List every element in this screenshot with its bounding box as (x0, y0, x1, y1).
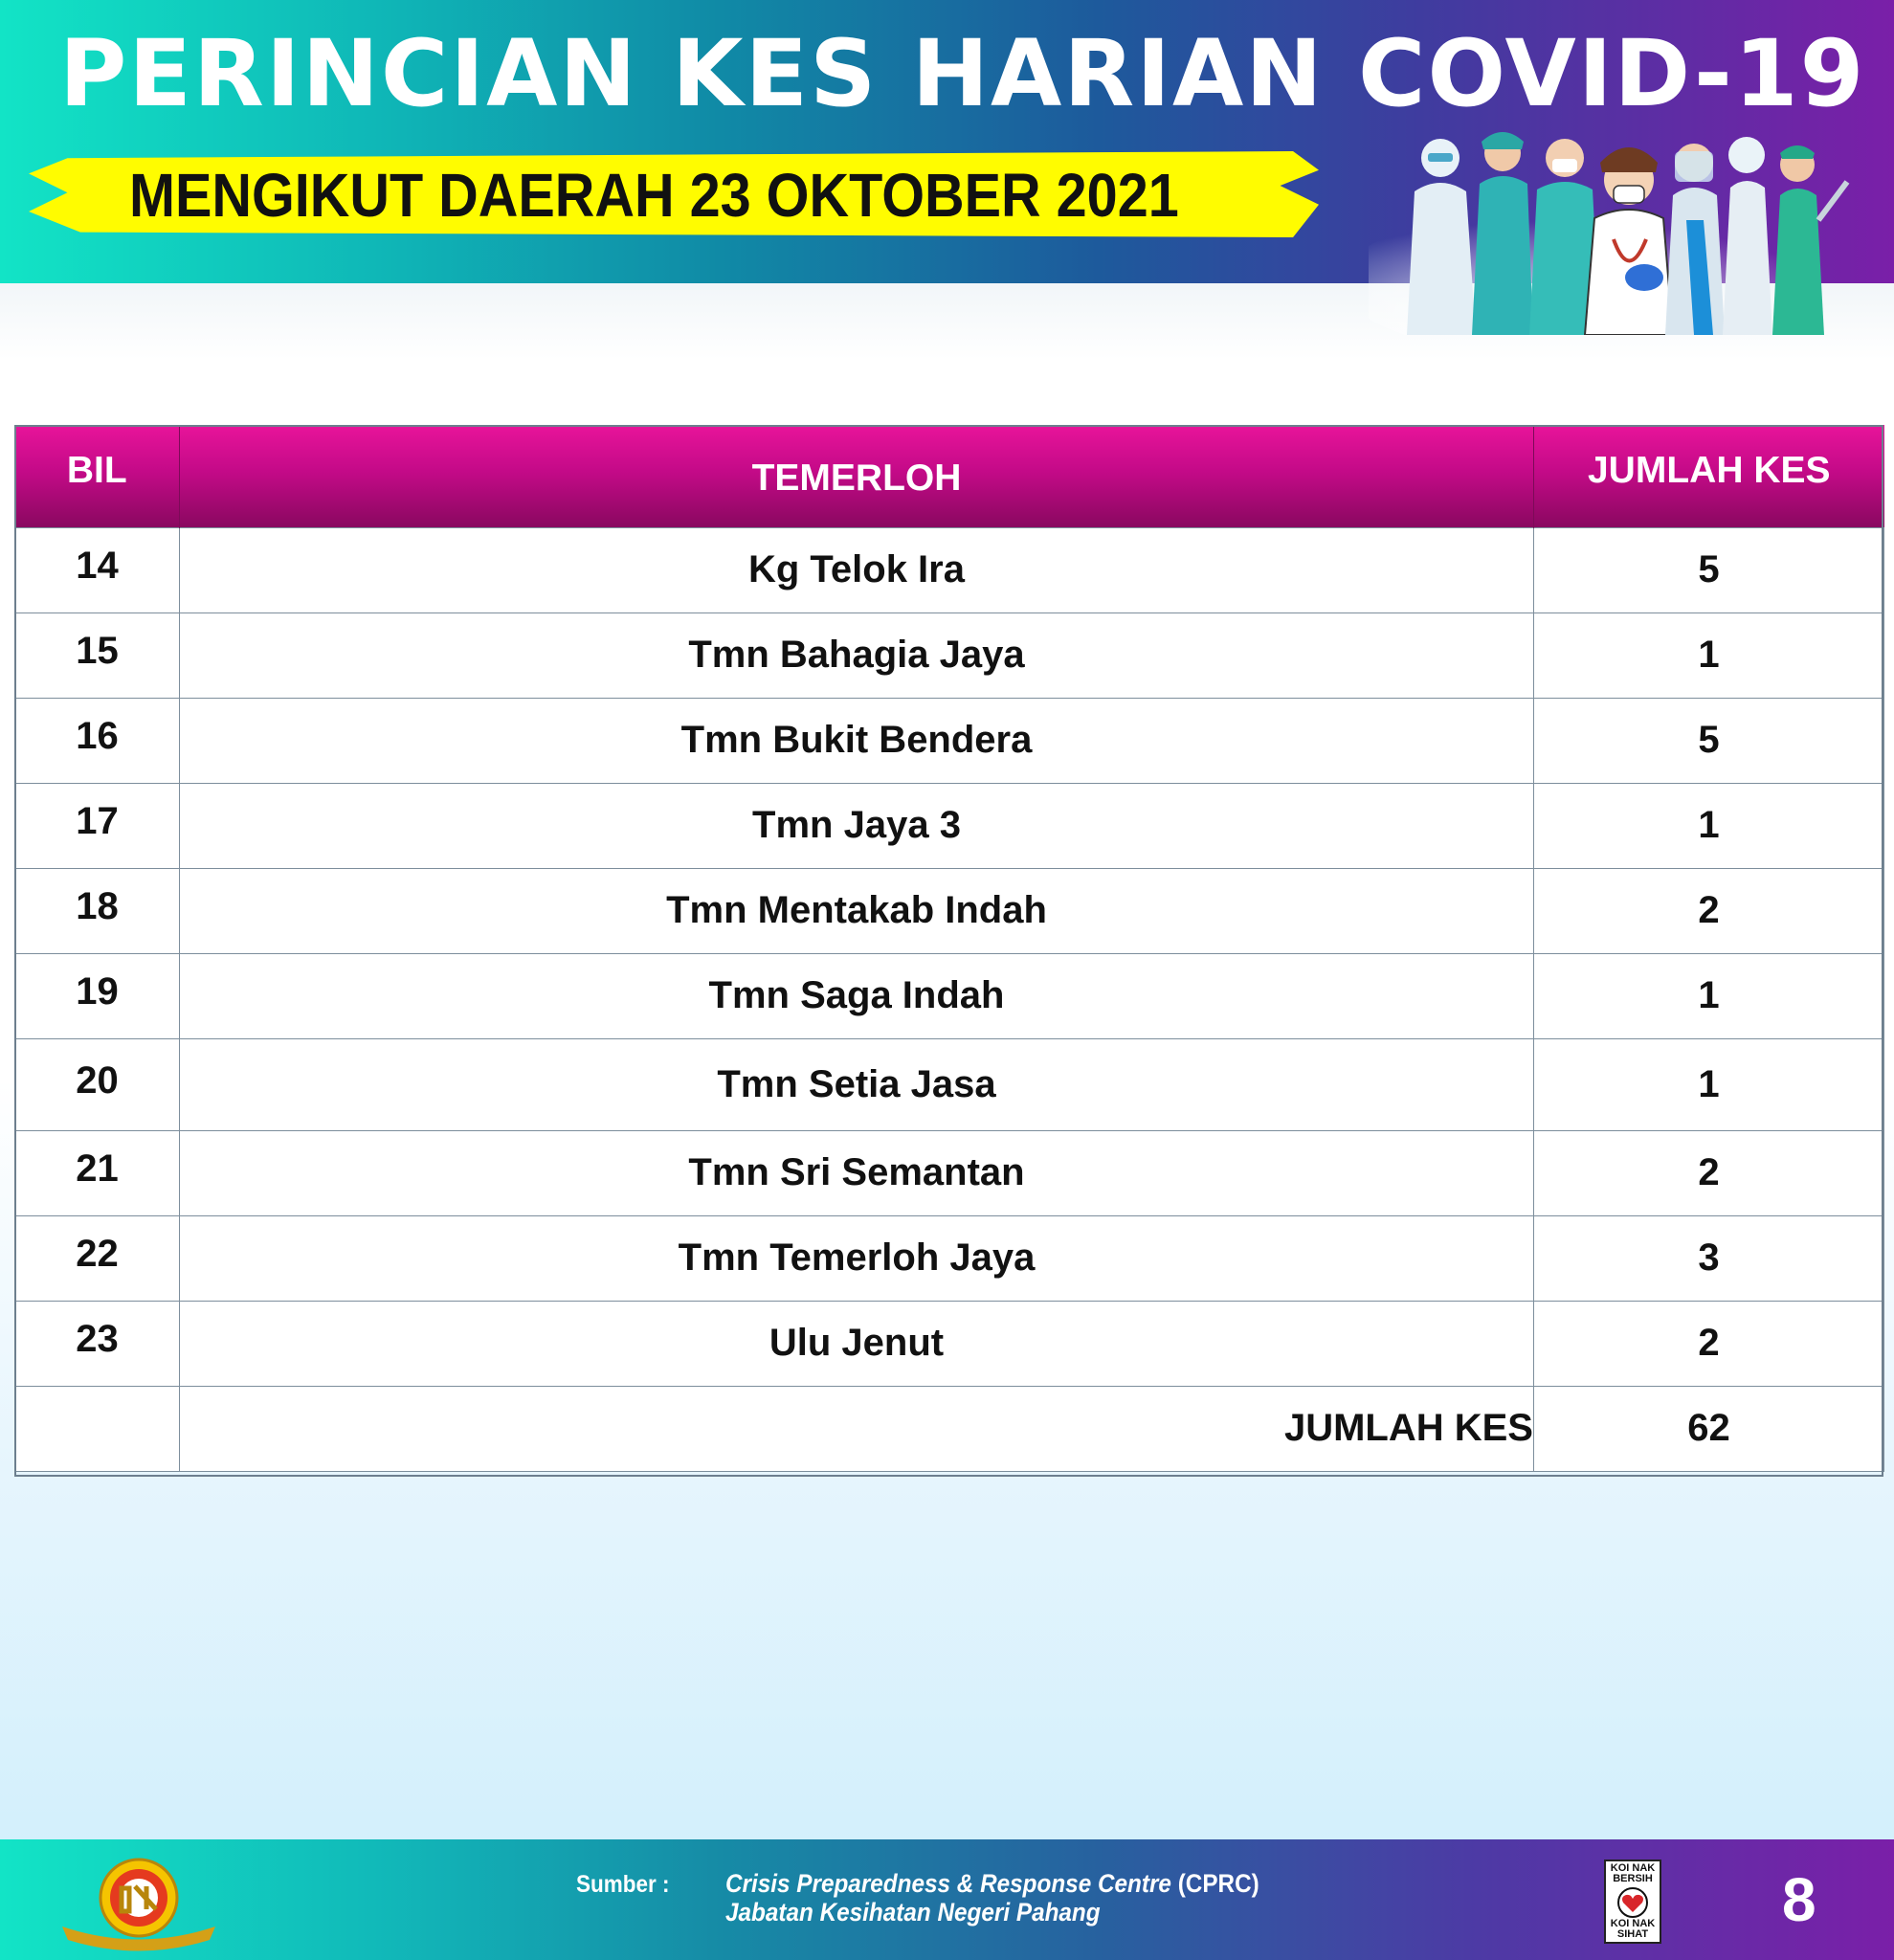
table-row (15, 1038, 1884, 1130)
row-cases: 1 (1534, 783, 1884, 868)
row-number: 16 (15, 698, 180, 783)
badge-top-text: KOI NAK BERSIH (1610, 1862, 1656, 1884)
table-row (15, 783, 1884, 868)
row-number: 21 (15, 1130, 180, 1215)
row-location: Tmn Jaya 3 (180, 783, 1534, 868)
row-number: 14 (15, 527, 180, 612)
column-header-cases: JUMLAH KES (1534, 425, 1884, 527)
row-number: 23 (15, 1301, 180, 1386)
row-cases: 2 (1534, 1301, 1884, 1386)
source-department: Jabatan Kesihatan Negeri Pahang (725, 1898, 1101, 1927)
total-row (15, 1386, 1884, 1471)
table-row (15, 612, 1884, 698)
row-location: Tmn Saga Indah (180, 953, 1534, 1038)
total-empty-cell (15, 1386, 180, 1471)
row-number: 15 (15, 612, 180, 698)
koi-nak-sihat-icon (1604, 1860, 1661, 1944)
column-header-bil: BIL (15, 425, 180, 527)
row-cases: 1 (1534, 953, 1884, 1038)
table-row (15, 527, 1884, 612)
source-org-name: Crisis Preparedness & Response Centre (725, 1869, 1171, 1898)
row-number: 17 (15, 783, 180, 868)
table-row (15, 1130, 1884, 1215)
table-header-row (15, 425, 1884, 527)
source-label: Sumber : (576, 1871, 670, 1898)
page-title: PERINCIAN KES HARIAN COVID-19 (59, 20, 1866, 127)
row-number: 20 (15, 1038, 180, 1130)
row-cases: 3 (1534, 1215, 1884, 1301)
table-row (15, 953, 1884, 1038)
row-cases: 2 (1534, 868, 1884, 953)
row-location: Tmn Bahagia Jaya (180, 612, 1534, 698)
row-number: 19 (15, 953, 180, 1038)
source-org-abbr: (CPRC) (1177, 1869, 1259, 1898)
row-cases: 1 (1534, 1038, 1884, 1130)
page-number: 8 (1782, 1865, 1816, 1934)
row-location: Tmn Setia Jasa (180, 1038, 1534, 1130)
table-row (15, 1215, 1884, 1301)
row-cases: 5 (1534, 698, 1884, 783)
source-organization (725, 1869, 1259, 1899)
column-header-district: TEMERLOH (180, 425, 1534, 527)
row-cases: 1 (1534, 612, 1884, 698)
table-row (15, 698, 1884, 783)
row-location: Tmn Sri Semantan (180, 1130, 1534, 1215)
page-subtitle: MENGIKUT DAERAH 23 OKTOBER 2021 (129, 161, 1179, 230)
table-row (15, 868, 1884, 953)
row-location: Ulu Jenut (180, 1301, 1534, 1386)
medical-staff-icon (1369, 115, 1866, 335)
row-location: Tmn Bukit Bendera (180, 698, 1534, 783)
jkn-logo-icon (53, 1852, 225, 1951)
row-location: Tmn Temerloh Jaya (180, 1215, 1534, 1301)
row-number: 18 (15, 868, 180, 953)
row-cases: 5 (1534, 527, 1884, 612)
total-label: JUMLAH KES (180, 1386, 1534, 1471)
heart-icon (1615, 1887, 1650, 1918)
badge-bottom-text: KOI NAK SIHAT (1610, 1918, 1656, 1940)
row-location: Kg Telok Ira (180, 527, 1534, 612)
covid-cases-table (14, 425, 1884, 1472)
row-number: 22 (15, 1215, 180, 1301)
total-value: 62 (1534, 1386, 1884, 1471)
table-row (15, 1301, 1884, 1386)
row-cases: 2 (1534, 1130, 1884, 1215)
row-location: Tmn Mentakab Indah (180, 868, 1534, 953)
